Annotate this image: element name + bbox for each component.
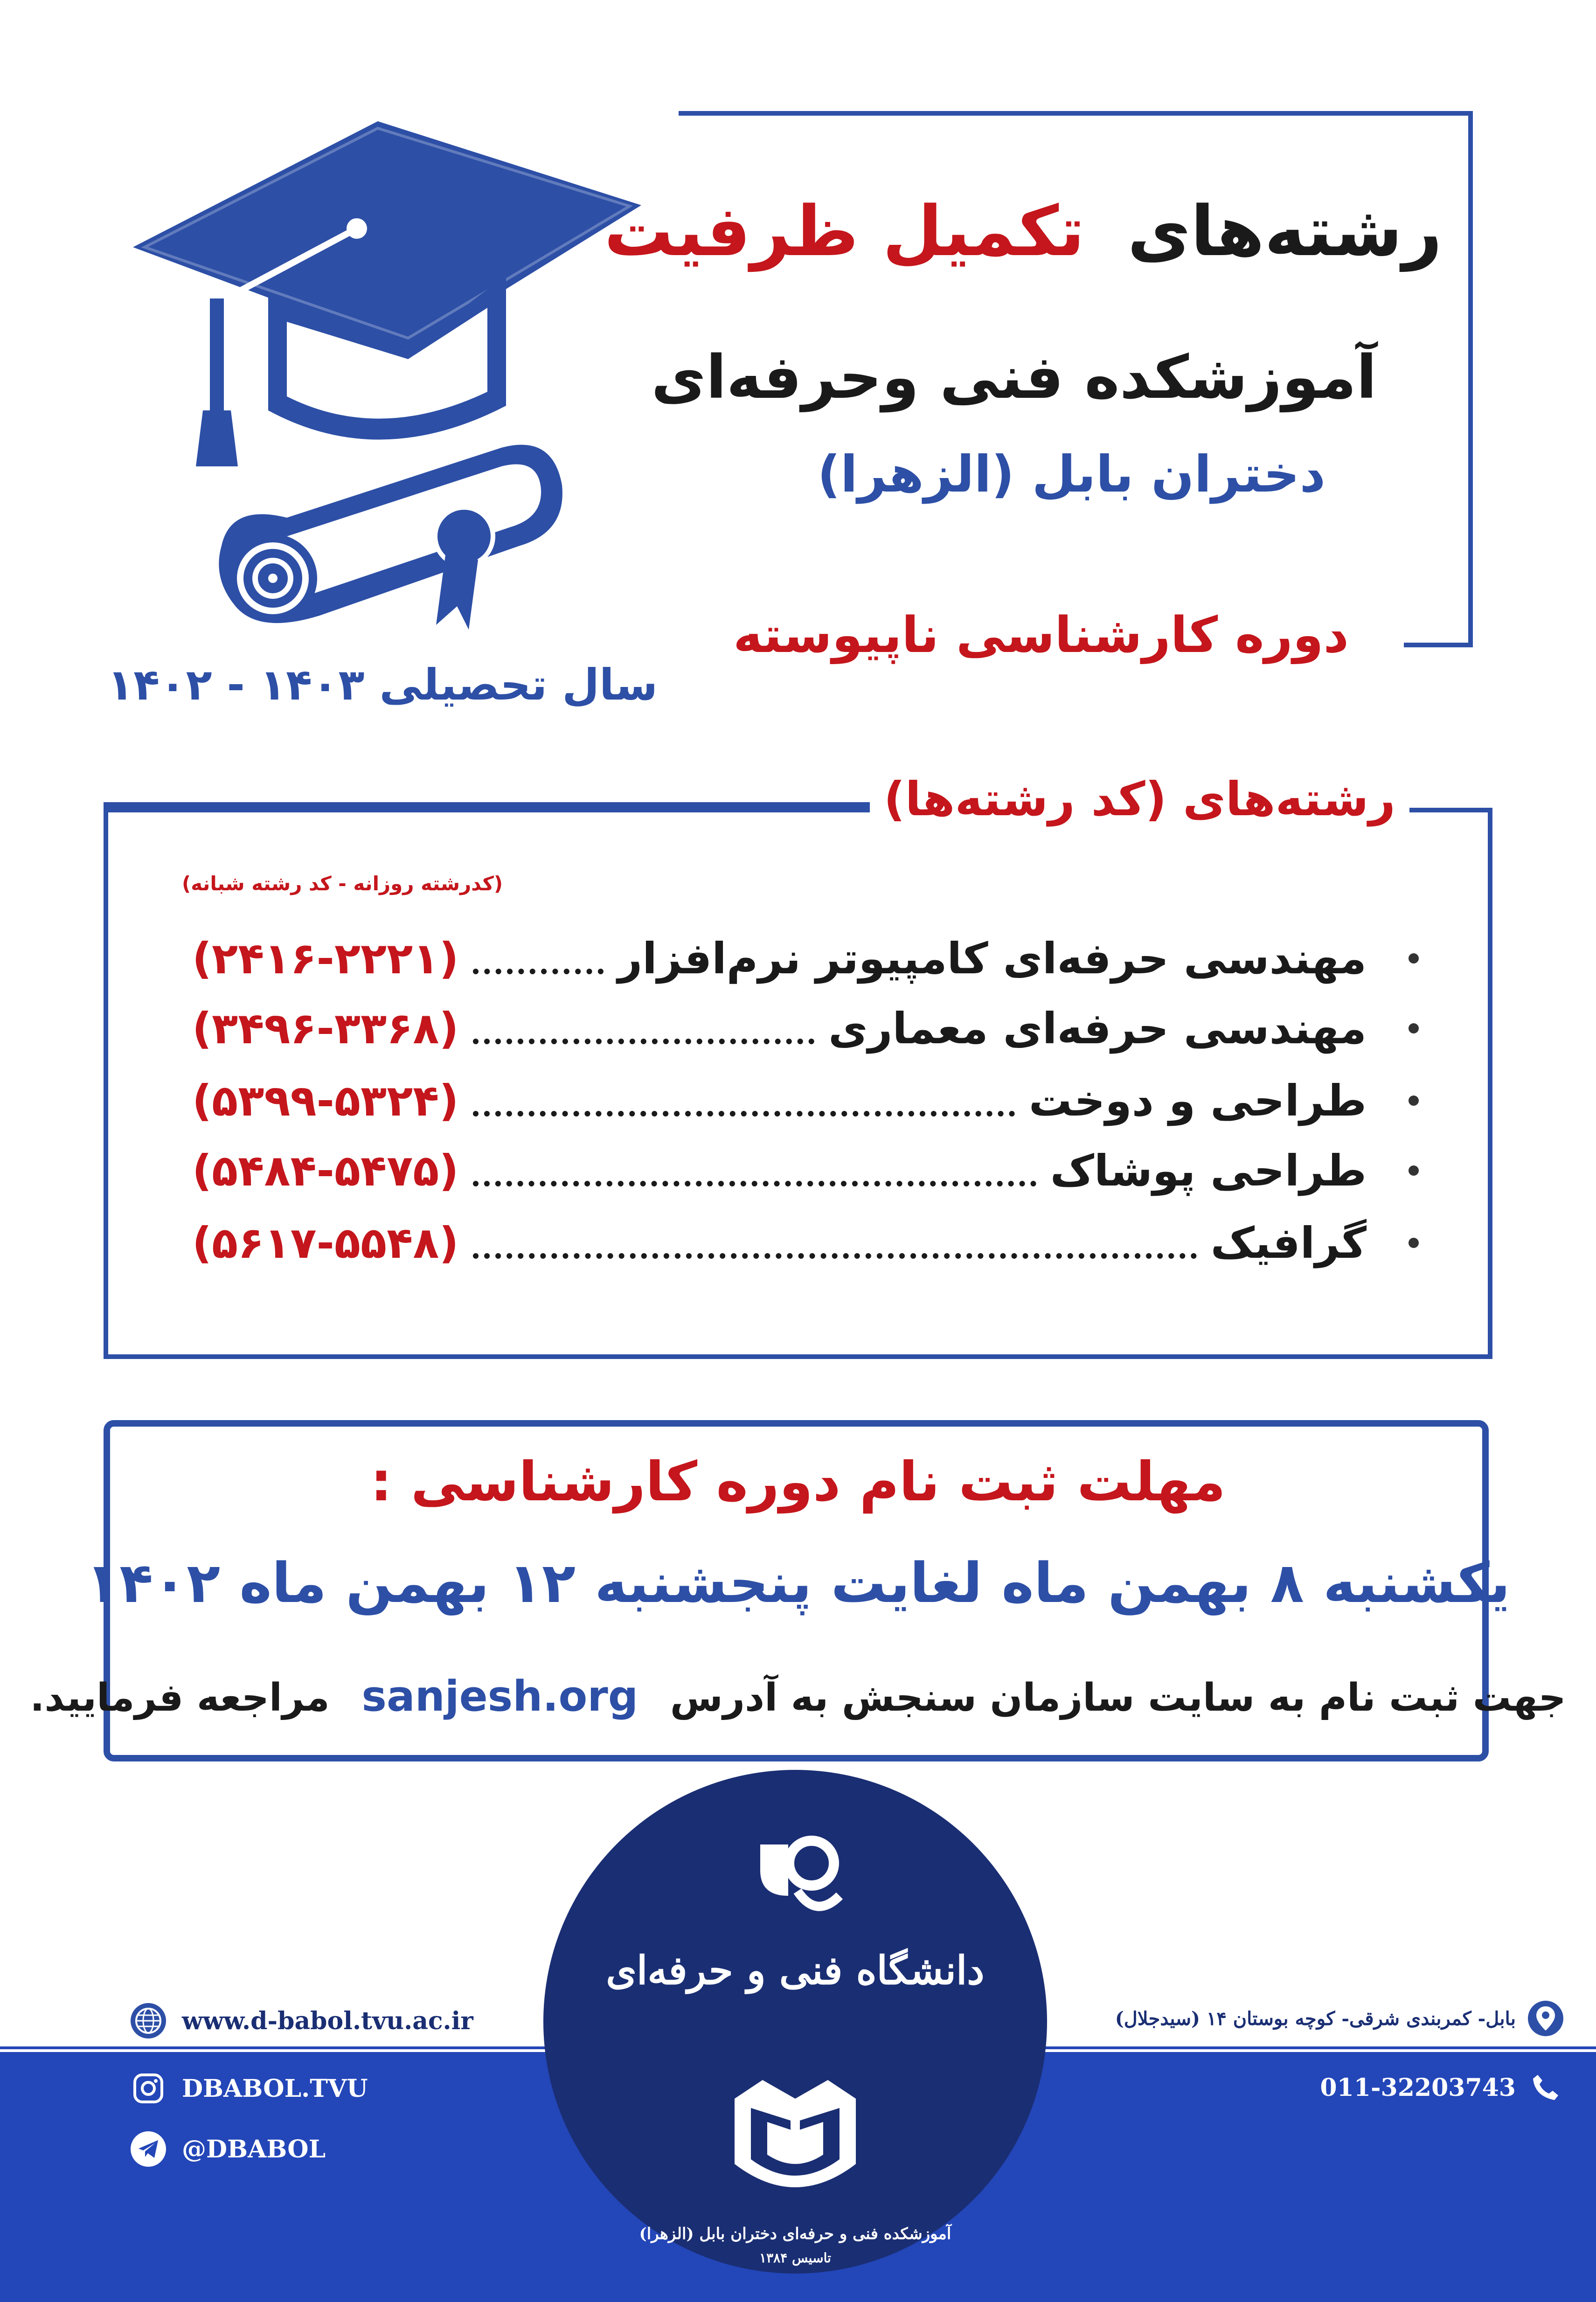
- major-name: طراحی و دوخت: [1028, 1075, 1367, 1126]
- major-item: [192, 1068, 1419, 1133]
- footer-instagram[interactable]: [131, 2071, 368, 2106]
- footer-website[interactable]: [131, 2003, 473, 2039]
- bullet-icon: [1409, 1238, 1419, 1248]
- title-part-1: رشته‌های: [1127, 191, 1442, 271]
- major-name: مهندسی حرفه‌ای معماری: [828, 1003, 1367, 1054]
- major-item: [192, 996, 1419, 1061]
- dotted-leader: [473, 969, 604, 974]
- instagram-icon: [131, 2071, 166, 2106]
- seal-caption: آموزشکده فنی و حرفه‌ای دختران بابل (الزهرا): [639, 2225, 951, 2243]
- major-name: طراحی پوشاک: [1050, 1145, 1367, 1196]
- register-instructions: [0, 1672, 1596, 1721]
- bullet-icon: [1409, 953, 1419, 964]
- footer-phone[interactable]: [1320, 2070, 1563, 2105]
- address-text: بابل- کمربندی شرقی- کوچه بوستان ۱۴ (سیدجلال): [1115, 2007, 1516, 2030]
- major-item: [192, 1210, 1419, 1276]
- major-code: (۳۴۹۶-۳۳۶۸): [192, 1003, 459, 1054]
- page-title: [604, 191, 1442, 271]
- seal-founded: تاسیس ۱۳۸۴: [759, 2250, 831, 2266]
- majors-title: رشته‌های (کد رشته‌ها): [870, 772, 1409, 826]
- phone-text: 011-32203743: [1320, 2073, 1516, 2102]
- location-pin-icon: [1528, 2001, 1563, 2036]
- deadline-title: مهلت ثبت نام دوره کارشناسی :: [370, 1450, 1226, 1513]
- bullet-icon: [1409, 1165, 1419, 1176]
- major-item: [192, 1138, 1419, 1203]
- major-code: (۵۴۸۴-۵۴۷۵): [192, 1145, 459, 1196]
- globe-icon: [131, 2003, 166, 2039]
- telegram-icon: [131, 2131, 166, 2167]
- school-name: آموزشکده فنی وحرفه‌ای: [651, 343, 1377, 412]
- deadline-dates: یکشنبه ۸ بهمن ماه لغایت پنجشنبه ۱۲ بهمن ماه ۱۴۰۲: [86, 1551, 1510, 1615]
- university-name: دانشگاه فنی و حرفه‌ای: [606, 1947, 985, 1993]
- bullet-icon: [1409, 1096, 1419, 1106]
- register-site-link[interactable]: sanjesh.org: [361, 1672, 638, 1721]
- code-note: (کدرشته روزانه - کد رشته شبانه): [182, 872, 503, 895]
- instagram-text: DBABOL.TVU: [182, 2074, 368, 2103]
- school-emblem-icon: [725, 2071, 865, 2212]
- dotted-leader: [473, 1111, 1015, 1116]
- diploma-scroll-icon: [166, 429, 585, 644]
- academic-year: سال تحصیلی ۱۴۰۳ - ۱۴۰۲: [107, 660, 658, 710]
- branch-name: دختران بابل (الزهرا): [817, 445, 1325, 504]
- telegram-text: @DBABOL: [182, 2135, 326, 2163]
- university-logo-icon: [746, 1826, 844, 1926]
- register-text-after: مراجعه فرمایید.: [30, 1676, 330, 1720]
- course-name: دوره کارشناسی ناپیوسته: [715, 606, 1367, 664]
- major-name: گرافیک: [1210, 1218, 1367, 1268]
- footer-telegram[interactable]: [131, 2131, 326, 2167]
- dotted-leader: [473, 1039, 815, 1044]
- dotted-leader: [473, 1181, 1036, 1186]
- major-code: (۵۳۹۹-۵۳۲۴): [192, 1075, 459, 1126]
- major-code: (۲۴۱۶-۲۲۲۱): [192, 933, 459, 984]
- graduation-illustration: [119, 107, 679, 648]
- major-name: مهندسی حرفه‌ای کامپیوتر نرم‌افزار: [618, 933, 1367, 984]
- footer-address: [1115, 2001, 1563, 2036]
- phone-icon: [1528, 2070, 1563, 2105]
- dotted-leader: [473, 1253, 1197, 1259]
- bullet-icon: [1409, 1023, 1419, 1033]
- register-text-before: جهت ثبت نام به سایت سازمان سنجش به آدرس: [670, 1676, 1566, 1720]
- major-code: (۵۶۱۷-۵۵۴۸): [192, 1218, 459, 1268]
- website-text: www.d-babol.tvu.ac.ir: [182, 2006, 473, 2035]
- major-item: [192, 926, 1419, 991]
- majors-arrow-line: [104, 802, 934, 808]
- title-part-2: تکمیل ظرفیت: [604, 191, 1085, 271]
